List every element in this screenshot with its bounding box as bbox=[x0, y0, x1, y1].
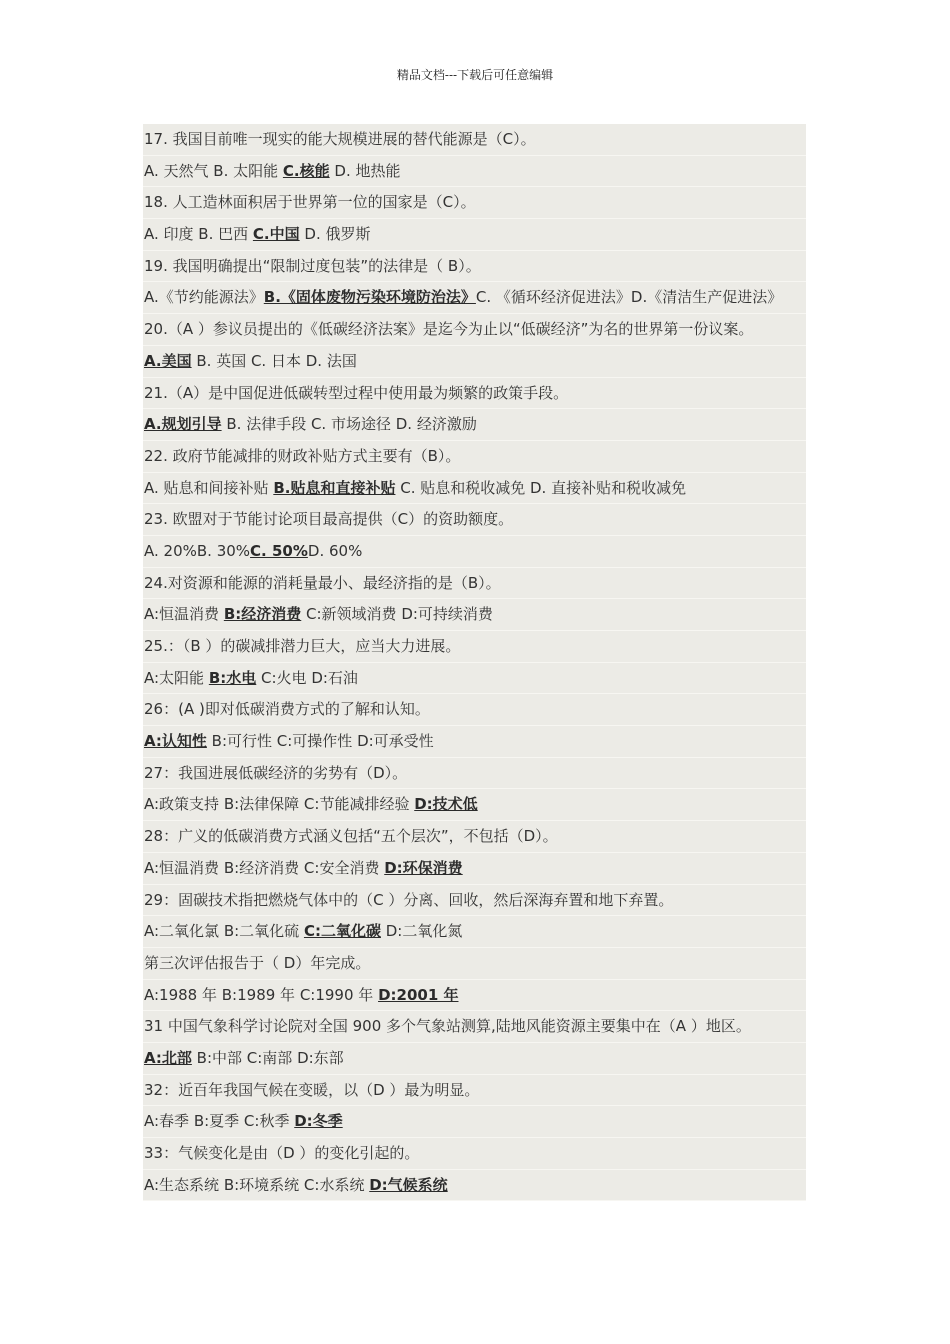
text-segment: 27：我国进展低碳经济的劣势有（D）。 bbox=[144, 763, 408, 782]
text-line bbox=[143, 251, 806, 283]
correct-answer: A:北部 bbox=[144, 1048, 192, 1067]
text-segment: A:春季 B:夏季 C:秋季 bbox=[144, 1112, 295, 1131]
correct-answer: C.中国 bbox=[252, 225, 300, 244]
text-line bbox=[143, 599, 806, 631]
text-segment: D. 60% bbox=[307, 541, 363, 560]
text-segment: A:1988 年 B:1989 年 C:1990 年 bbox=[144, 985, 379, 1004]
text-line bbox=[143, 504, 806, 536]
text-segment: C. 《循环经济促进法》D.《清洁生产促进法》 bbox=[475, 288, 783, 307]
text-line bbox=[143, 821, 806, 853]
text-line bbox=[143, 1138, 806, 1170]
text-segment: D:二氧化氮 bbox=[380, 922, 463, 941]
text-segment: 19. 我国明确提出“限制过度包装”的法律是（ B）。 bbox=[144, 256, 481, 275]
correct-answer: D:2001 年 bbox=[378, 985, 459, 1004]
correct-answer: B:水电 bbox=[208, 668, 257, 687]
text-line bbox=[143, 916, 806, 948]
text-line bbox=[143, 441, 806, 473]
text-line bbox=[143, 187, 806, 219]
text-segment: C. 贴息和税收减免 D. 直接补贴和税收减免 bbox=[395, 478, 687, 497]
text-segment: 第三次评估报告于（ D）年完成。 bbox=[144, 953, 371, 972]
text-line bbox=[143, 124, 806, 156]
text-segment: 23. 欧盟对于节能讨论项目最高提供（C）的资助额度。 bbox=[144, 510, 514, 529]
text-segment: 25.：（B ）的碳减排潜力巨大，应当大力进展。 bbox=[144, 637, 461, 655]
text-segment: 29：固碳技术指把燃烧气体中的（C ）分离、回收，然后深海弃置和地下弃置。 bbox=[144, 890, 674, 909]
correct-answer: C.核能 bbox=[282, 161, 330, 180]
text-segment: D. 地热能 bbox=[329, 161, 401, 180]
text-segment: A:生态系统 B:环境系统 C:水系统 bbox=[144, 1175, 370, 1194]
text-line bbox=[143, 409, 806, 441]
correct-answer: A.规划引导 bbox=[144, 415, 222, 434]
text-segment: D. 俄罗斯 bbox=[299, 225, 371, 244]
text-line bbox=[143, 1170, 806, 1202]
text-segment: C:新领域消费 D:可持续消费 bbox=[301, 605, 493, 624]
question-list bbox=[143, 124, 806, 1201]
text-segment: 18. 人工造林面积居于世界第一位的国家是（C）。 bbox=[144, 193, 476, 212]
text-segment: 21.（A）是中国促进低碳转型过程中使用最为频繁的政策手段。 bbox=[144, 383, 569, 402]
text-line bbox=[143, 789, 806, 821]
text-segment: 17. 我国目前唯一现实的能大规模进展的替代能源是（C）。 bbox=[144, 130, 536, 148]
text-segment: A. 印度 B. 巴西 bbox=[144, 225, 253, 244]
text-line bbox=[143, 378, 806, 410]
correct-answer: B.贴息和直接补贴 bbox=[273, 478, 396, 497]
text-line bbox=[143, 282, 806, 314]
text-line bbox=[143, 473, 806, 505]
correct-answer: A:认知性 bbox=[144, 732, 207, 751]
text-line bbox=[143, 853, 806, 885]
text-segment: B:中部 C:南部 D:东部 bbox=[191, 1048, 344, 1067]
text-segment: A. 贴息和间接补贴 bbox=[144, 478, 274, 497]
text-line bbox=[143, 219, 806, 251]
text-line bbox=[143, 1043, 806, 1075]
text-segment: A. 天然气 B. 太阳能 bbox=[144, 161, 283, 180]
text-line bbox=[143, 758, 806, 790]
correct-answer: D:气候系统 bbox=[369, 1175, 448, 1194]
correct-answer: C. 50% bbox=[250, 541, 308, 560]
text-segment: 31 中国气象科学讨论院对全国 900 多个气象站测算,陆地风能资源主要集中在（A ）地区。 bbox=[144, 1017, 751, 1036]
text-segment: A:恒温消费 B:经济消费 C:安全消费 bbox=[144, 858, 385, 877]
text-line bbox=[143, 1011, 806, 1043]
text-line bbox=[143, 1106, 806, 1138]
text-segment: B:可行性 C:可操作性 D:可承受性 bbox=[206, 732, 434, 751]
text-line bbox=[143, 726, 806, 758]
text-segment: A:太阳能 bbox=[144, 668, 209, 687]
text-line bbox=[143, 156, 806, 188]
correct-answer: C:二氧化碳 bbox=[303, 922, 381, 941]
text-segment: 28：广义的低碳消费方式涵义包括“五个层次”，不包括（D）。 bbox=[144, 827, 558, 846]
text-line bbox=[143, 663, 806, 695]
text-segment: A. 20%B. 30% bbox=[144, 541, 251, 560]
correct-answer: A.美国 bbox=[144, 351, 192, 370]
text-line bbox=[143, 568, 806, 600]
text-segment: B. 英国 C. 日本 D. 法国 bbox=[191, 351, 357, 370]
correct-answer: B:经济消费 bbox=[223, 605, 302, 624]
text-segment: 32：近百年我国气候在变暖，以（D ）最为明显。 bbox=[144, 1080, 480, 1099]
text-line bbox=[143, 980, 806, 1012]
text-segment: 26：(A )即对低碳消费方式的了解和认知。 bbox=[144, 700, 430, 719]
text-segment: A:政策支持 B:法律保障 C:节能减排经验 bbox=[144, 795, 415, 814]
text-segment: 22. 政府节能减排的财政补贴方式主要有（B）。 bbox=[144, 446, 461, 465]
text-segment: C:火电 D:石油 bbox=[256, 668, 358, 687]
text-segment: A.《节约能源法》 bbox=[144, 288, 264, 307]
text-segment: A:恒温消费 bbox=[144, 605, 224, 624]
text-line bbox=[143, 948, 806, 980]
text-line bbox=[143, 314, 806, 346]
correct-answer: D:冬季 bbox=[294, 1112, 343, 1131]
text-segment: A:二氧化氯 B:二氧化硫 bbox=[144, 922, 304, 941]
text-line bbox=[143, 694, 806, 726]
text-line bbox=[143, 536, 806, 568]
text-line bbox=[143, 631, 806, 663]
text-line bbox=[143, 885, 806, 917]
text-segment: 24.对资源和能源的消耗量最小、最经济指的是（B）。 bbox=[144, 573, 501, 592]
text-segment: 33：气候变化是由（D ）的变化引起的。 bbox=[144, 1144, 420, 1162]
text-line bbox=[143, 1075, 806, 1107]
correct-answer: D:技术低 bbox=[414, 795, 478, 814]
correct-answer: D:环保消费 bbox=[384, 858, 463, 877]
correct-answer: B.《固体废物污染环境防治法》 bbox=[263, 288, 476, 307]
text-segment: B. 法律手段 C. 市场途径 D. 经济激励 bbox=[221, 415, 477, 434]
text-segment: 20.（A ）参议员提出的《低碳经济法案》是迄今为止以“低碳经济”为名的世界第一份议案。 bbox=[144, 320, 754, 339]
page-header: 精品文档---下载后可任意编辑 bbox=[396, 68, 554, 82]
text-line bbox=[143, 346, 806, 378]
